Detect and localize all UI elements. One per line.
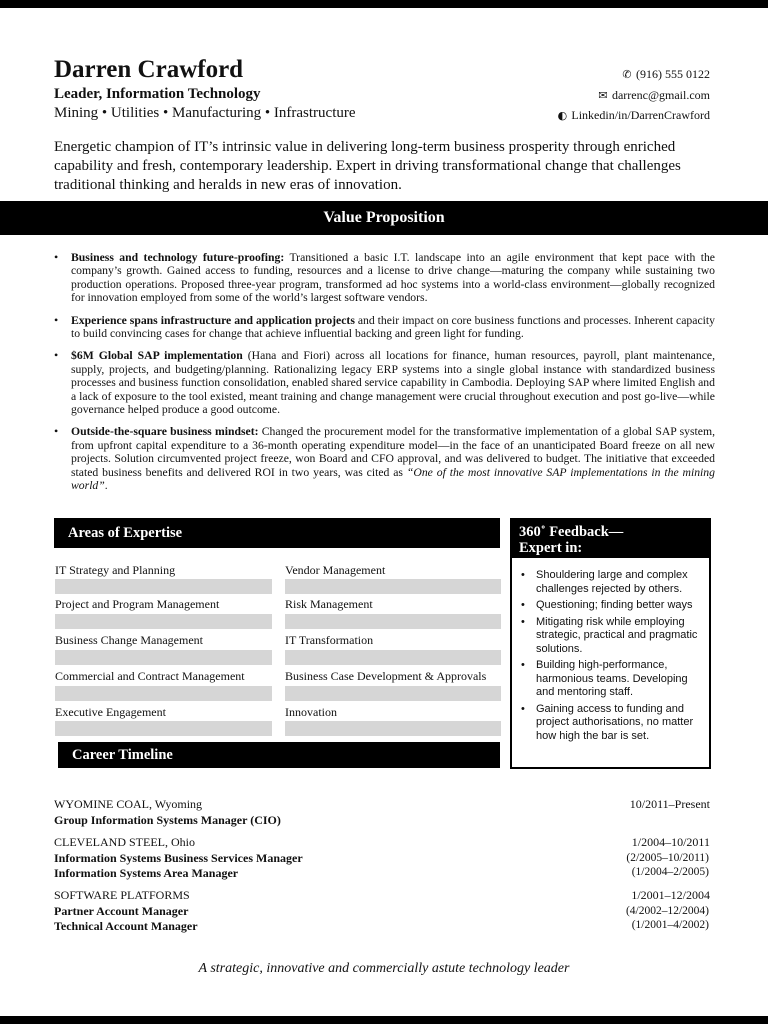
contact-linkedin[interactable] — [556, 108, 710, 123]
candidate-title: Leader, Information Technology — [54, 86, 261, 102]
role-title: Information Systems Area Manager — [54, 866, 239, 880]
bullet-lead: Business and technology future-proofing: — [71, 251, 285, 264]
bullet-text: and their impact on core business functions and processes. Inherent capacity to build convincing cases for change that achieve influential backing and green light for funding. — [71, 313, 715, 341]
expertise-item: Business Change Management — [55, 633, 203, 647]
feedback-panel — [510, 518, 711, 769]
expertise-bar — [285, 650, 501, 665]
bullet-text: Transitioned a basic I.T. landscape into an agile environment that kept pace with the company’s growth. Gained access to funding, resources and a license to drive change—maturing the company while sustaining two production operations. Proposed three-year program, transformed ad hoc systems into a world-class environment—globally recognized for innovation employed from some of the world’s largest software vendors. — [71, 251, 715, 305]
bullet-text: (Hana and Fiori) across all locations for finance, human resources, payroll, plant maintenance, supply, projects, and budgeting/planning. Rationalizing legacy ERP systems into a single global instance with standardized business processes and business function consolidation, enabled shared service capability in Cambodia. Deploying SAP where limited English and a lack of exposure to the tool existed, meant training and change management were crucial throughout execution and post go-live—while governance helped produce a good outcome. — [71, 349, 715, 417]
company-name: WYOMINE COAL, Wyoming — [54, 797, 203, 811]
bullet-icon: • — [54, 250, 59, 264]
company-dates: 1/2001–12/2004 — [631, 888, 710, 902]
feedback-heading — [512, 520, 709, 558]
expertise-item: Innovation — [285, 705, 337, 719]
list-item — [54, 349, 715, 416]
globe-icon: ◐ — [557, 109, 568, 122]
contact-email[interactable] — [597, 88, 710, 103]
list-item — [519, 703, 705, 744]
feedback-item: Mitigating risk while employing strategic, practical and pragmatic solutions. — [536, 615, 698, 655]
role-dates: (1/2001–4/2002) — [631, 919, 709, 931]
role-title: Technical Account Manager — [54, 919, 198, 933]
contact-phone — [621, 67, 710, 82]
expertise-item: Vendor Management — [285, 563, 386, 577]
phone-icon: ✆ — [622, 68, 632, 81]
bullet-lead: Experience spans infrastructure and application projects — [71, 313, 355, 327]
career-timeline-heading: Career Timeline — [58, 742, 500, 768]
bullet-end: . — [104, 479, 108, 493]
linkedin-text[interactable]: Linkedin/in/DarrenCrawford — [571, 108, 710, 122]
role-title: Partner Account Manager — [54, 904, 189, 918]
expertise-bar — [285, 614, 501, 629]
bullet-icon: • — [54, 348, 59, 363]
list-item — [519, 616, 705, 657]
expertise-item: Commercial and Contract Management — [55, 669, 245, 683]
feedback-item: Gaining access to funding and project authorisations, no matter how high the bar is set. — [536, 702, 694, 742]
expertise-bar — [55, 650, 272, 665]
phone-text: (916) 555 0122 — [636, 67, 710, 81]
bullet-text: Changed the procurement model for the transformative implementation of a global SAP system, from upfront capital expenditure to a 36-month operating expenditure model—in the face of an unanticipated Board freeze on all new projects. Solution circumvented project freeze, won Board and CFO approval, and was delivered to budget. The initiative that exceeded stated business benefits and delivered ROI in two years, was cited as — [71, 425, 715, 479]
company-name: CLEVELAND STEEL, Ohio — [54, 835, 195, 849]
company-dates: 1/2004–10/2011 — [631, 835, 710, 849]
list-item — [519, 599, 705, 613]
expertise-item: Project and Program Management — [55, 597, 220, 611]
candidate-name: Darren Crawford — [54, 56, 244, 83]
expertise-bar — [285, 686, 501, 701]
bullet-icon: • — [54, 424, 59, 439]
role-dates: (2/2005–10/2011) — [626, 852, 709, 864]
list-item — [519, 659, 705, 700]
role-dates: (4/2002–12/2004) — [625, 905, 709, 917]
value-proposition-list — [54, 251, 715, 502]
bullet-icon: • — [521, 659, 525, 671]
bullet-icon: • — [54, 312, 59, 327]
company-name: SOFTWARE PLATFORMS — [54, 888, 190, 902]
expertise-bar — [285, 721, 501, 736]
expertise-bar — [55, 721, 272, 736]
feedback-list — [519, 569, 705, 746]
expertise-item: IT Transformation — [285, 633, 374, 647]
industries-line: Mining • Utilities • Manufacturing • Infrastructure — [54, 105, 356, 121]
expertise-bar — [55, 614, 272, 629]
role-dates: (1/2004–2/2005) — [631, 866, 709, 878]
bullet-lead: Outside-the-square business mindset: — [71, 425, 259, 439]
envelope-icon: ✉ — [598, 89, 608, 102]
bullet-icon: • — [521, 599, 525, 611]
top-border-bar — [0, 0, 768, 8]
closing-tagline: A strategic, innovative and commercially astute technology leader — [198, 961, 570, 976]
list-item — [519, 569, 705, 596]
feedback-item: Questioning; finding better ways — [536, 599, 693, 611]
expertise-bar — [55, 686, 272, 701]
expertise-item: Risk Management — [285, 597, 373, 611]
expertise-item: Business Case Development & Approvals — [285, 669, 487, 683]
bullet-icon: • — [521, 569, 525, 581]
expertise-bar — [285, 579, 501, 594]
role-title: Information Systems Business Services Manager — [54, 851, 303, 865]
bottom-border-bar — [0, 1016, 768, 1024]
feedback-item: Shouldering large and complex challenges rejected by others. — [536, 569, 688, 595]
feedback-heading-line2: Expert in: — [519, 540, 583, 556]
areas-of-expertise-heading: Areas of Expertise — [54, 518, 500, 548]
role-title: Group Information Systems Manager (CIO) — [54, 813, 281, 827]
bullet-icon: • — [521, 615, 525, 628]
list-item — [54, 425, 715, 492]
expertise-item: Executive Engagement — [55, 705, 166, 719]
list-item — [54, 314, 715, 341]
profile-summary: Energetic champion of IT’s intrinsic value in delivering long-term business prosperity through enriched capability and fresh, contemporary leadership. Expert in driving transformational change that challenges traditional thinking and heralds in new eras of innovation. — [54, 139, 681, 193]
list-item — [54, 251, 715, 305]
expertise-item: IT Strategy and Planning — [55, 563, 176, 577]
company-dates: 10/2011–Present — [629, 797, 710, 811]
feedback-item: Building high-performance, harmonious teams. Developing and mentoring staff. — [536, 659, 688, 698]
feedback-heading-line1: 360˚ Feedback— — [519, 524, 624, 540]
value-proposition-heading: Value Proposition — [0, 201, 768, 235]
bullet-icon: • — [521, 702, 525, 715]
bullet-quote: “One of the most innovative SAP implementations in the mining world” — [71, 465, 715, 493]
expertise-bar — [55, 579, 272, 594]
bullet-lead: $6M Global SAP implementation — [71, 349, 243, 363]
email-text[interactable]: darrenc@gmail.com — [611, 88, 710, 102]
